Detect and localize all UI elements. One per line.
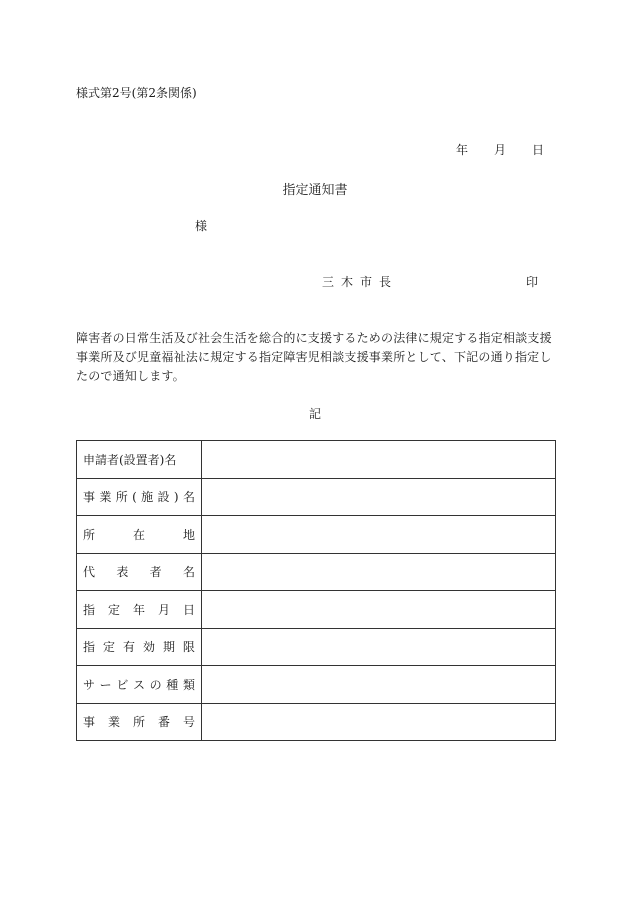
row-label: [77, 628, 202, 666]
row-label-char: ビ: [116, 677, 129, 692]
row-value-field[interactable]: [202, 666, 556, 704]
row-label-char: の: [149, 677, 162, 692]
issuer-name: [322, 273, 398, 290]
ki-heading: 記: [308, 407, 321, 421]
form-number: 様式第2号(第2条関係): [76, 86, 197, 100]
notice-body: 障害者の日常生活及び社会生活を総合的に支援するための法律に規定する指定相談支援事業所及び児童福祉法に規定する指定障害児相談支援事業所として、下記の通り指定したので通知します。: [76, 331, 552, 383]
row-label-char: ー: [99, 677, 112, 692]
row-label-char: 設: [157, 490, 170, 505]
document-title: 指定通知書: [282, 183, 348, 198]
row-label-char: 号: [182, 715, 195, 730]
row-value-field[interactable]: [202, 703, 556, 741]
row-label-char: ): [173, 489, 179, 504]
row-label: [77, 553, 202, 591]
recipient-suffix: 様: [195, 219, 208, 233]
row-label-char: 年: [132, 602, 145, 617]
row-label-char: 業: [107, 715, 120, 730]
row-label-char: 指: [83, 640, 96, 655]
row-label-char: 期: [162, 640, 175, 655]
issuer-char: 三: [322, 275, 335, 289]
issuer-char: 長: [379, 275, 392, 289]
row-value-field[interactable]: [202, 553, 556, 591]
row-label-char: 表: [116, 565, 129, 580]
table-row: [77, 553, 556, 591]
table-row: [77, 666, 556, 704]
row-label: [77, 591, 202, 629]
row-label-char: 指: [83, 602, 96, 617]
row-label: [77, 516, 202, 554]
row-label-char: ス: [132, 677, 145, 692]
row-label-char: 業: [99, 490, 112, 505]
table-row: [77, 703, 556, 741]
row-label-char: 施: [141, 490, 154, 505]
row-label-char: 番: [157, 715, 170, 730]
row-label-char: 者: [149, 565, 162, 580]
row-label-char: 類: [182, 677, 195, 692]
row-label: [77, 703, 202, 741]
row-label-char: 在: [132, 527, 145, 542]
row-label-char: 事: [83, 490, 96, 505]
date-year-label: 年: [456, 143, 469, 157]
date-line: [456, 141, 544, 158]
table-row: [77, 441, 556, 479]
row-label-char: (: [132, 489, 137, 504]
row-label-char: 所: [132, 715, 145, 730]
row-label-char: 定: [102, 640, 115, 655]
row-label-char: 代: [83, 565, 96, 580]
row-label-char: 日: [182, 602, 195, 617]
row-label-char: 所: [115, 490, 128, 505]
row-label: [77, 666, 202, 704]
row-value-field[interactable]: [202, 441, 556, 479]
row-label-char: 限: [182, 640, 195, 655]
table-row: [77, 478, 556, 516]
row-label-char: 名: [182, 565, 195, 580]
row-label-char: 種: [166, 677, 179, 692]
issuer-char: 木: [341, 275, 354, 289]
row-label-char: 定: [107, 602, 120, 617]
row-label-char: 地: [182, 527, 195, 542]
table-row: [77, 591, 556, 629]
row-label-char: サ: [83, 677, 96, 692]
row-label-char: 申請者(設置者)名: [83, 452, 177, 467]
details-table: [76, 440, 556, 741]
row-label-char: 有: [122, 640, 135, 655]
row-label-char: 効: [142, 640, 155, 655]
date-day-label: 日: [532, 143, 545, 157]
row-value-field[interactable]: [202, 628, 556, 666]
row-label-char: 名: [182, 490, 195, 505]
row-value-field[interactable]: [202, 516, 556, 554]
row-value-field[interactable]: [202, 591, 556, 629]
table-row: [77, 628, 556, 666]
row-label: [77, 441, 202, 479]
row-label-char: 事: [83, 715, 96, 730]
row-label: [77, 478, 202, 516]
row-label-char: 所: [83, 527, 96, 542]
issuer-char: 市: [360, 275, 373, 289]
row-value-field[interactable]: [202, 478, 556, 516]
date-month-label: 月: [494, 143, 507, 157]
table-row: [77, 516, 556, 554]
seal-mark: 印: [526, 275, 539, 289]
row-label-char: 月: [157, 602, 170, 617]
